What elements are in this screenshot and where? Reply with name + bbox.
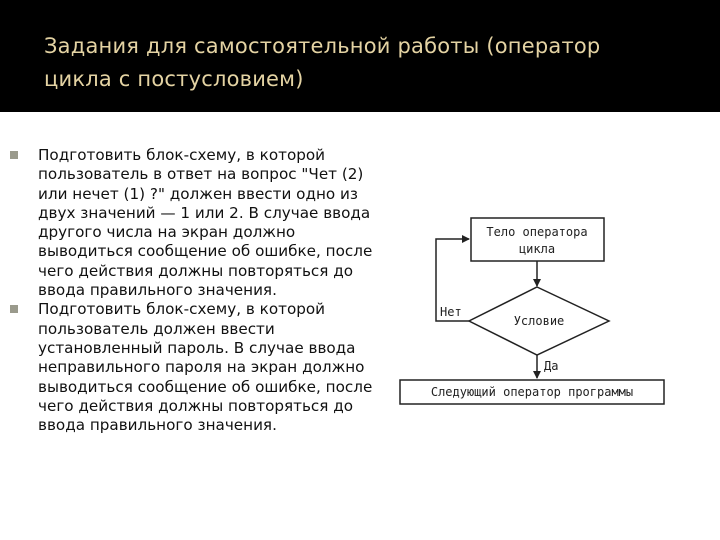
bullet-text-2: Подготовить блок-схему, в которой пользователь должен ввести установленный пароль. В случае ввода неправильного пароля на экран должно выводиться сообщение об ошибке, после чего действия должны повторяться до ввода правильного значения. — [38, 300, 373, 435]
title-bar — [0, 0, 720, 112]
condition-block — [469, 287, 609, 355]
square-bullet-icon — [10, 305, 18, 313]
square-bullet-icon — [10, 151, 18, 159]
slide-title-line-2: цикла с постусловием) — [44, 67, 304, 91]
next-statement-block — [400, 380, 664, 404]
slide-title — [44, 30, 684, 96]
loop-body-label-2: цикла — [518, 242, 556, 256]
bullet-list — [10, 146, 388, 435]
yes-label: Да — [544, 359, 559, 373]
bullet-item-2 — [10, 300, 388, 435]
bullet-text-1: Подготовить блок-схему, в которой пользователь в ответ на вопрос "Чет (2) или нечет (1) ?" должен ввести одно из двух значений — 1 или 2. В случае ввода другого числа на экран должно выводиться сообщение об ошибке, после чего действия должны повторяться до ввода правильного значения. — [38, 146, 373, 300]
slide-title-line-1: Задания для самостоятельной работы (оператор — [44, 34, 601, 58]
loop-body-label-1: Тело оператора — [486, 225, 588, 239]
next-statement-label: Следующий оператор программы — [430, 385, 634, 399]
loop-body-block — [471, 218, 604, 261]
bullet-item-1 — [10, 146, 388, 300]
no-label: Нет — [440, 305, 462, 319]
condition-label: Условие — [513, 314, 565, 328]
flowchart-diagram — [396, 214, 668, 408]
